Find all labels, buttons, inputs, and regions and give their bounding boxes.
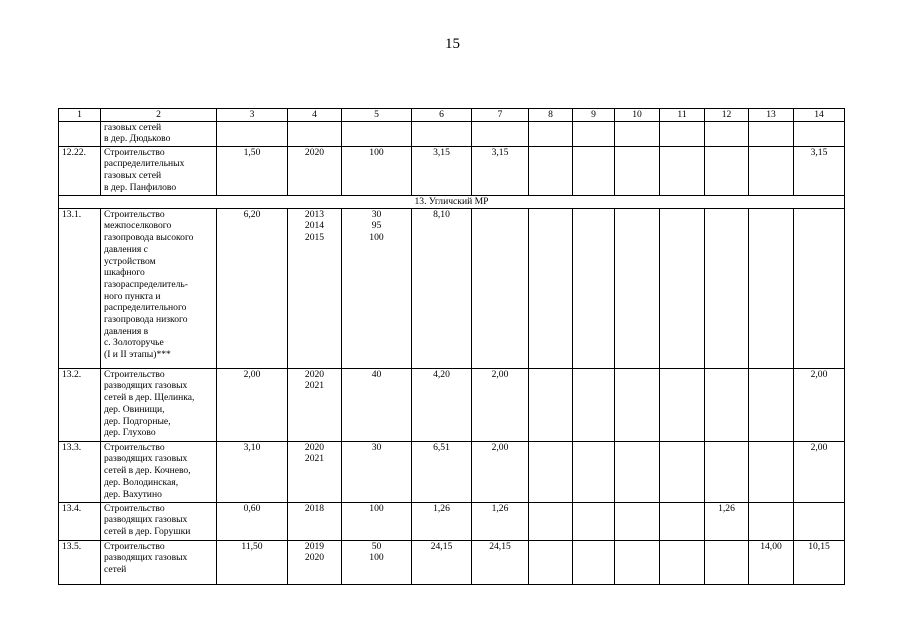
- cell-value: 2,00: [472, 368, 529, 441]
- column-header: 11: [660, 109, 705, 122]
- cell-value: 1,26: [412, 502, 472, 540]
- column-header: 12: [705, 109, 749, 122]
- cell-description: Строительство распределительных газовых сетей в дер. Панфилово: [101, 146, 217, 195]
- cell-num: 13.2.: [59, 368, 101, 441]
- cell-num: 13.5.: [59, 540, 101, 584]
- column-header: 6: [412, 109, 472, 122]
- cell-value: 3,15: [472, 146, 529, 195]
- table-row: [59, 368, 845, 441]
- cell-value: 6,20: [217, 208, 288, 368]
- column-header: 9: [573, 109, 615, 122]
- cell-value: 2,00: [472, 441, 529, 502]
- cell-value: 50 100: [342, 540, 412, 584]
- cell-value: 1,50: [217, 146, 288, 195]
- section-title: 13. Угличский МР: [59, 195, 845, 208]
- column-header: 13: [749, 109, 794, 122]
- investment-table: [58, 108, 845, 585]
- cell-value: 11,50: [217, 540, 288, 584]
- cell-num: [59, 121, 101, 146]
- cell-value: 10,15: [794, 540, 845, 584]
- cell-description: Строительство разводящих газовых сетей в дер. Горушки: [101, 502, 217, 540]
- cell-value: 40: [342, 368, 412, 441]
- cell-year: 2020 2021: [288, 441, 342, 502]
- column-header: 8: [529, 109, 573, 122]
- cell-value: 100: [342, 502, 412, 540]
- cell-value: 2,00: [217, 368, 288, 441]
- column-header: 14: [794, 109, 845, 122]
- cell-description: Строительство разводящих газовых сетей в дер. Щелинка, дер. Овинищи, дер. Подгорные, дер. Глухово: [101, 368, 217, 441]
- cell-year: 2019 2020: [288, 540, 342, 584]
- cell-value: 8,10: [412, 208, 472, 368]
- section-row: [59, 195, 845, 208]
- cell-value: 3,15: [794, 146, 845, 195]
- table-row: [59, 208, 845, 368]
- table-row: [59, 502, 845, 540]
- column-header: 2: [101, 109, 217, 122]
- page-number: 15: [445, 36, 460, 52]
- cell-value: 24,15: [472, 540, 529, 584]
- table-row: [59, 146, 845, 195]
- column-header: 4: [288, 109, 342, 122]
- column-header: 7: [472, 109, 529, 122]
- cell-value: 3,15: [412, 146, 472, 195]
- cell-value: 2,00: [794, 368, 845, 441]
- column-header: 10: [615, 109, 660, 122]
- cell-description: Строительство межпоселкового газопровода высокого давления с устройством шкафного газораспределитель- ного пункта и распределительного газопровода низкого давления в с. Золоторучье (I и II этапы)***: [101, 208, 217, 368]
- cell-value: 2,00: [794, 441, 845, 502]
- cell-year: 2020: [288, 146, 342, 195]
- cell-year: 2018: [288, 502, 342, 540]
- header-row: [59, 109, 845, 122]
- cell-value: 30 95 100: [342, 208, 412, 368]
- cell-value: 30: [342, 441, 412, 502]
- column-header: 5: [342, 109, 412, 122]
- cell-num: 12.22.: [59, 146, 101, 195]
- cell-year: 2020 2021: [288, 368, 342, 441]
- cell-year: 2013 2014 2015: [288, 208, 342, 368]
- cell-description: Строительство разводящих газовых сетей в дер. Кочнево, дер. Володинская, дер. Вахутино: [101, 441, 217, 502]
- table-row: [59, 121, 845, 146]
- cell-num: 13.1.: [59, 208, 101, 368]
- cell-value: 1,26: [472, 502, 529, 540]
- cell-value: 100: [342, 146, 412, 195]
- cell-value: 0,60: [217, 502, 288, 540]
- column-header: 1: [59, 109, 101, 122]
- column-header: 3: [217, 109, 288, 122]
- cell-value: 4,20: [412, 368, 472, 441]
- cell-num: 13.4.: [59, 502, 101, 540]
- cell-value: 14,00: [749, 540, 794, 584]
- cell-description: газовых сетей в дер. Дюдьково: [101, 121, 217, 146]
- table-row: [59, 540, 845, 584]
- table-row: [59, 441, 845, 502]
- cell-value: 1,26: [705, 502, 749, 540]
- cell-value: 3,10: [217, 441, 288, 502]
- cell-value: 24,15: [412, 540, 472, 584]
- cell-num: 13.3.: [59, 441, 101, 502]
- cell-description: Строительство разводящих газовых сетей: [101, 540, 217, 584]
- cell-value: 6,51: [412, 441, 472, 502]
